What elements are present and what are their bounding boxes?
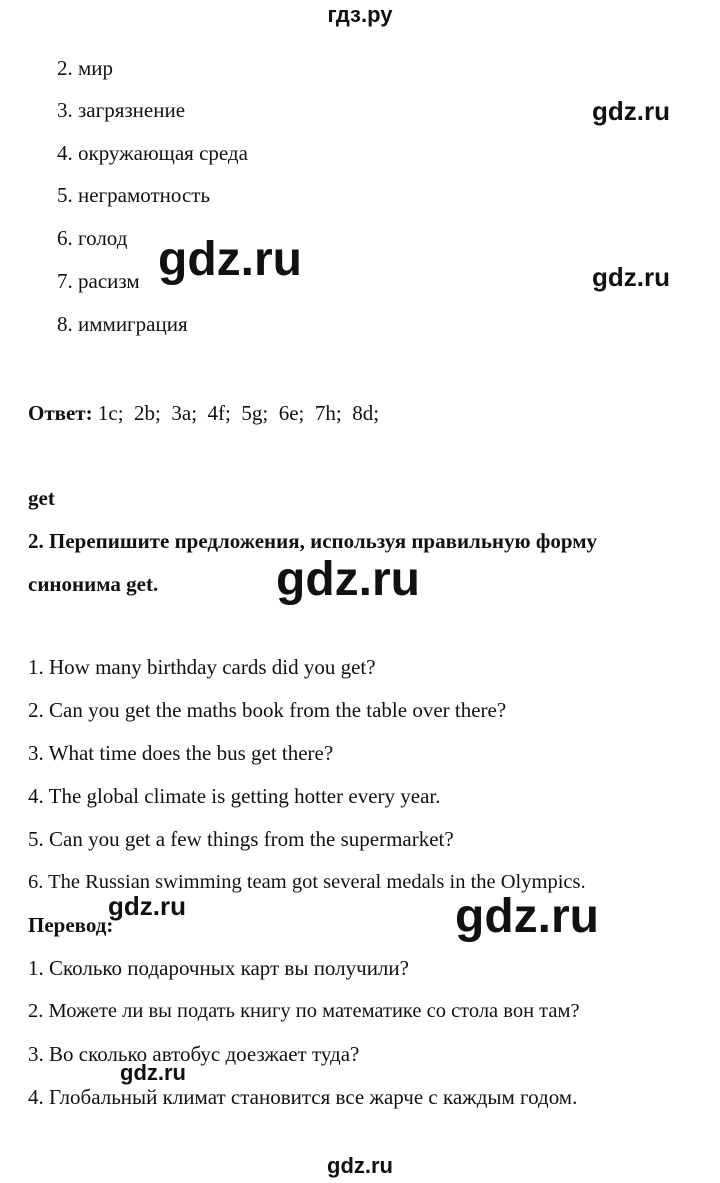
list-text: мир [78,56,114,80]
list-item [57,182,210,208]
translation-line: 3. Во сколько автобус доезжает туда? [28,1042,360,1066]
translation-label: Перевод: [28,913,114,937]
list-text: расизм [78,269,140,293]
list-item [57,97,185,123]
sentence: 4. The global climate is getting hotter every year. [28,784,441,808]
list-text: иммиграция [78,312,188,336]
list-item [57,55,113,81]
answer-item: 4f; [207,401,231,425]
watermark: gdz.ru [276,553,420,606]
list-number: 2. [57,56,73,80]
watermark: gdz.ru [120,1060,186,1085]
answer-item: 7h; [314,401,342,425]
list-item [57,225,127,251]
watermark: gdz.ru [592,262,670,292]
list-text: голод [78,226,128,250]
list-number: 5. [57,183,73,207]
list-item [57,268,140,294]
section-heading: get [28,486,55,510]
site-footer: gdz.ru [327,1153,393,1178]
answer-item: 8d; [352,401,380,425]
answer-label: Ответ: [28,401,93,425]
task-title-line2: синонима get. [28,572,159,596]
answer-item: 6e; [278,401,305,425]
watermark: gdz.ru [158,233,302,286]
translation-line: 4. Глобальный климат становится все жарче с каждым годом. [28,1085,578,1109]
translation-line: 2. Можете ли вы подать книгу по математике со стола вон там? [28,1000,580,1022]
answer-item: 3a; [171,401,198,425]
answer-item: 2b; [134,401,161,425]
answer-item: 5g; [241,401,269,425]
sentence: 5. Can you get a few things from the supermarket? [28,827,454,851]
answer-item: 1c; [97,401,124,425]
sentence: 1. How many birthday cards did you get? [28,655,376,679]
list-number: 3. [57,98,73,122]
list-text: неграмотность [78,183,211,207]
sentence: 2. Can you get the maths book from the table over there? [28,698,507,722]
list-text: окружающая среда [78,141,248,165]
list-item [57,311,188,337]
sentence: 3. What time does the bus get there? [28,741,334,765]
list-number: 6. [57,226,73,250]
watermark: gdz.ru [592,96,670,126]
watermark: gdz.ru [455,890,599,943]
sentence: 6. The Russian swimming team got several medals in the Olympics. [28,871,586,893]
list-text: загрязнение [78,98,186,122]
list-number: 8. [57,312,73,336]
site-header: гдз.ру [327,2,393,27]
answer-line [28,400,379,426]
task-title-line1: 2. Перепишите предложения, используя правильную форму [28,529,598,553]
watermark: gdz.ru [108,891,186,921]
list-number: 7. [57,269,73,293]
list-item [57,140,248,166]
list-number: 4. [57,141,73,165]
translation-line: 1. Сколько подарочных карт вы получили? [28,956,409,980]
